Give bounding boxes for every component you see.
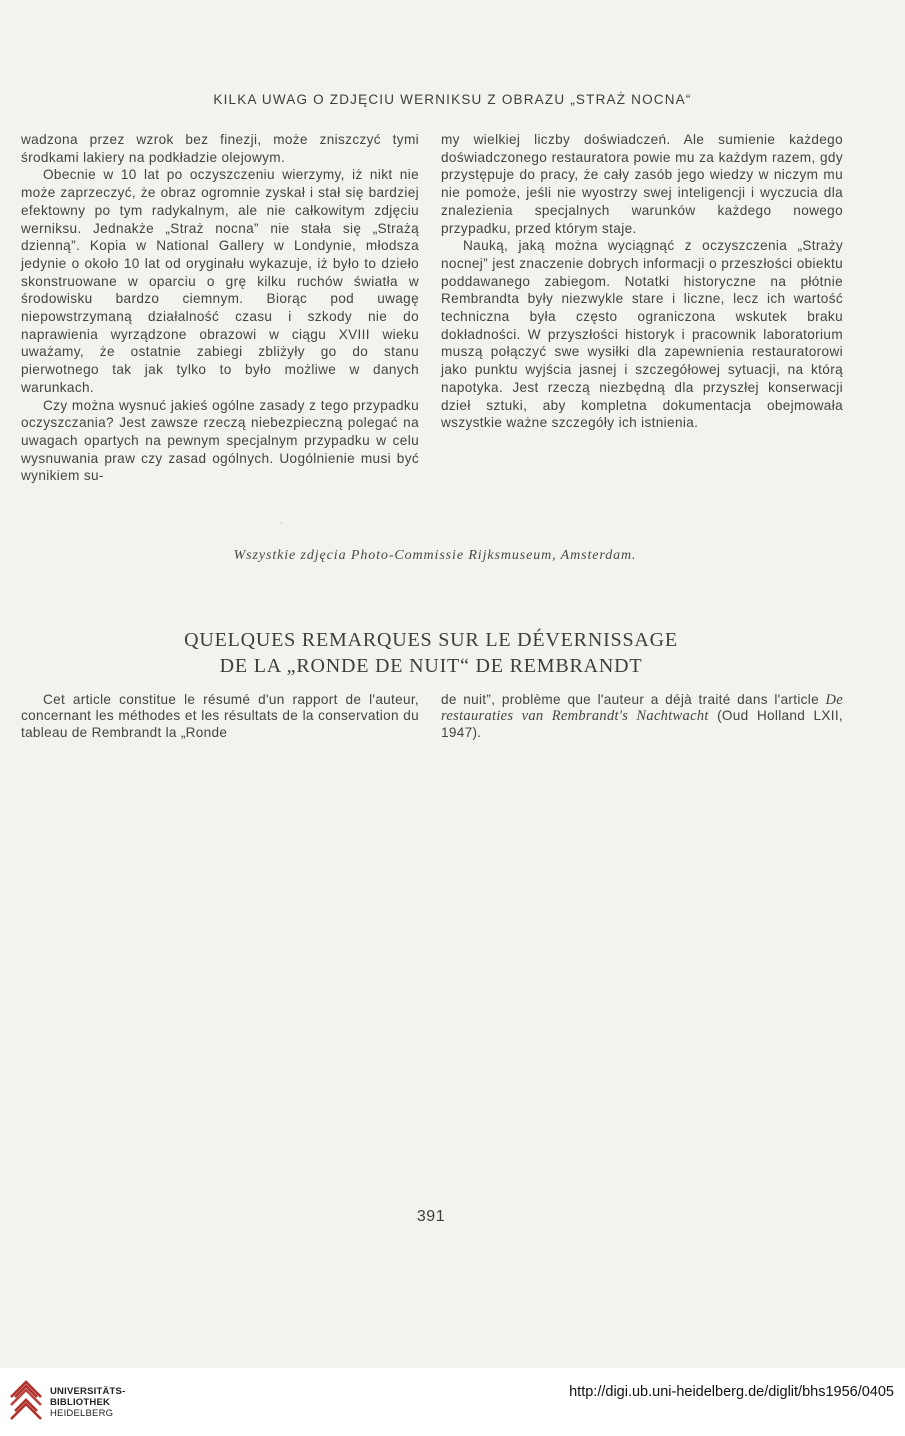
- article-title: De restauraties van Rembrandt's Nachtwacht: [441, 692, 843, 725]
- french-title-line-2: DE LA „RONDE DE NUIT“ DE REMBRANDT: [219, 655, 643, 677]
- source-url-link[interactable]: http://digi.ub.uni-heidelberg.de/diglit/bhs1956/0405: [569, 1384, 894, 1400]
- polish-column-left: [21, 131, 419, 485]
- library-logo-icon: [8, 1375, 44, 1421]
- paragraph: Cet article constitue le résumé d'un rapport de l'auteur, concernant les méthodes et les résultats de la conservation du tableau de Rembrandt la „Ronde: [21, 692, 419, 740]
- text-run: de nuit”, problème que l'auteur a déjà traité dans l'article: [441, 692, 826, 707]
- paragraph: my wielkiej liczby doświadczeń. Ale sumienie każdego doświadczonego restauratora powie mu za każdym razem, gdy przystępuje do pracy, że cały zasób jego wiedzy w niczym mu nie pomoże, jeśli nie wyostrzy swej inteligencji i wyczucia dla znalezienia specjalnych warunków każdego nowego przypadku, przed którym staje.: [441, 132, 843, 236]
- library-name-line: UNIVERSITÄTS-: [50, 1386, 126, 1397]
- polish-column-right: [441, 131, 843, 432]
- paragraph: Nauką, jaką można wyciągnąć z oczyszczenia „Straży nocnej” jest znaczenie dobrych informacji o przeszłości obiektu poddawanego zabiegom. Notatki historyczne na płótnie Rembrandta były niezwykle stare i liczne, lecz ich wartość techniczna była często ograniczona wskutek braku dokładności. W przyszłości historyk i pracownik laboratorium muszą połączyć swe wysiłki dla zapewnienia restauratorowi jako punktu wyjścia jasnej i szczegółowej sytuacji, na którą napotyka. Jest rzeczą niezbędną dla przyszłej konserwacji dzieł sztuki, aby kompletna dokumentacja obejmowała wszystkie ważne szczegóły ich istnienia.: [441, 238, 843, 431]
- library-name-line: BIBLIOTHEK: [50, 1397, 111, 1408]
- running-head: KILKA UWAG O ZDJĘCIU WERNIKSU Z OBRAZU „STRAŻ NOCNA“: [213, 92, 692, 107]
- print-speck: ·: [280, 519, 283, 528]
- french-column-right: [441, 692, 843, 741]
- french-column-left: [21, 692, 419, 741]
- french-title-line-1: QUELQUES REMARQUES SUR LE DÉVERNISSAGE: [184, 629, 678, 651]
- paragraph: Czy można wysnuć jakieś ogólne zasady z tego przypadku oczyszczania? Jest zawsze rzeczą niebezpieczną polegać na uwagach opartych na pewnym specjalnym przypadku w celu wysnuwania praw czy zasad ogólnych. Uogólnienie musi być wynikiem su-: [21, 397, 419, 484]
- paragraph: wadzona przez wzrok bez finezji, może zniszczyć tymi środkami lakiery na podkładzie olejowym.: [21, 132, 419, 165]
- text-run: (Oud Holland LXII, 1947).: [441, 708, 844, 740]
- footer-bar: [0, 1368, 905, 1436]
- page-number: 391: [416, 1208, 446, 1225]
- french-section-title: [0, 627, 862, 679]
- photo-credit: Wszystkie zdjęcia Photo-Commissie Rijksmuseum, Amsterdam.: [233, 548, 637, 563]
- paragraph: [441, 692, 843, 741]
- library-name-line: HEIDELBERG: [50, 1408, 114, 1419]
- paragraph: Obecnie w 10 lat po oczyszczeniu wierzymy, iż nikt nie może zaprzeczyć, że obraz ogromnie zyskał i stał się bardziej efektowny po tym radykalnym, ale nie całkowitym zdjęciu werniksu. Jednakże „Straż nocna” nie stała się „Strażą dzienną”. Kopia w National Gallery w Londynie, młodsza jedynie o około 10 lat od oryginału wykazuje, iż było to dzieło skonstruowane w oparciu o grę kilku ruchów światła w środowisku bardzo ciemnym. Biorąc pod uwagę niepowstrzymaną działalność czasu i szkody nie do naprawienia wyrządzone obrazowi w ciągu XVIII wieku uważamy, że ostatnie zabiegi zbliżyły go do stanu pierwotnego tak jak tylko to było możliwe w danych warunkach.: [21, 167, 419, 395]
- library-name: [50, 1386, 125, 1419]
